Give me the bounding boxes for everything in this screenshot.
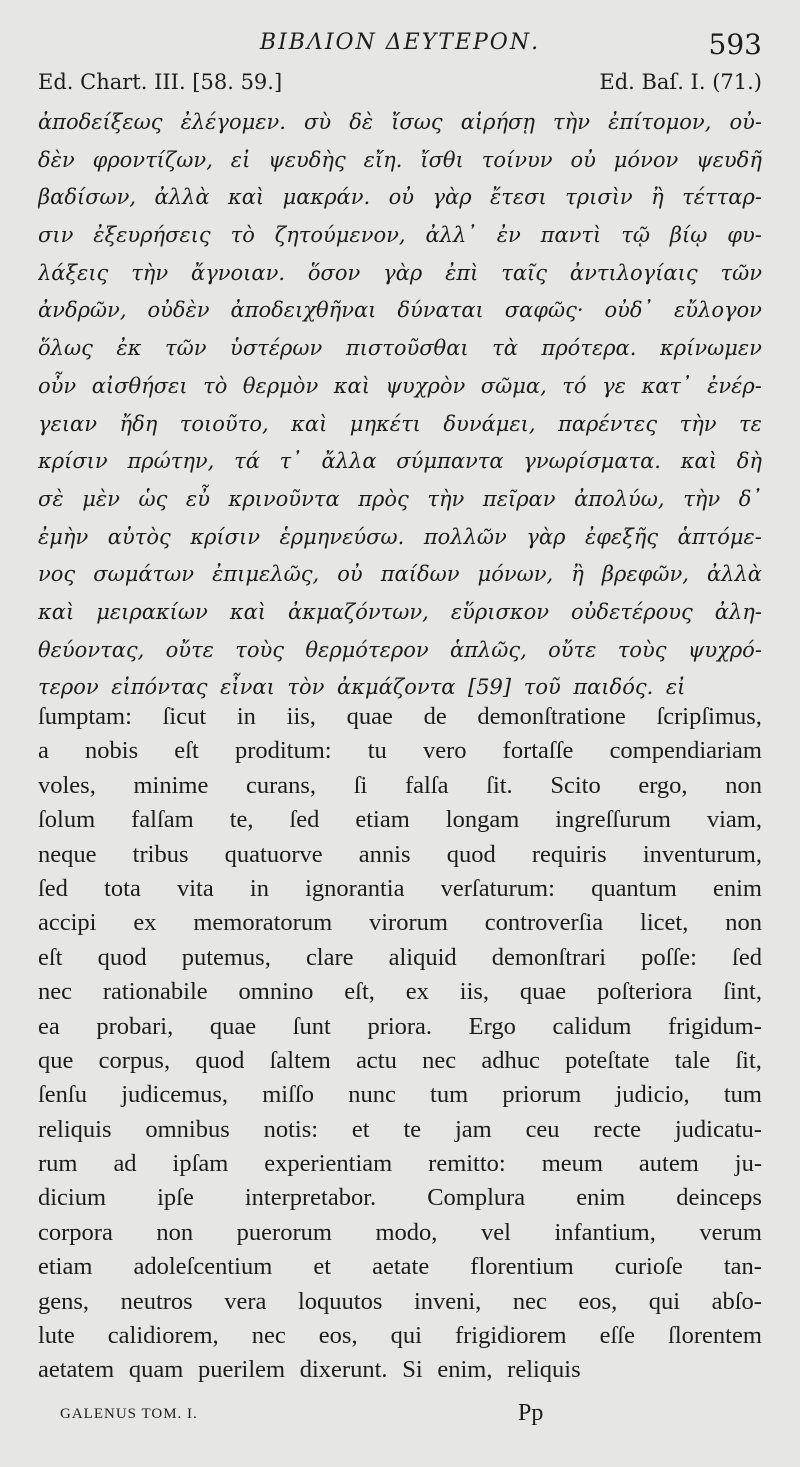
greek-text-line: καὶ μειρακίων καὶ ἀκμαζόντων, εὕρισκον οὐδετέρους ἀλη- (38, 599, 762, 624)
greek-text-block (38, 104, 762, 707)
latin-text-line: nec rationabile omnino eſt, ex iis, quae poſteriora ſint, (38, 978, 762, 1006)
greek-text-line: ἀποδείξεως ἐλέγομεν. σὺ δὲ ἴσως αἱρήσῃ τὴν ἐπίτομον, οὐ- (38, 110, 762, 134)
edition-reference-chartier: Ed. Chart. III. [58. 59.] (38, 70, 283, 94)
greek-text-line: ἀνδρῶν, οὐδὲν ἀποδειχθῆναι δύναται σαφῶς· οὐδ᾽ εὔλογον (38, 298, 762, 323)
latin-text-line: eſt quod putemus, clare aliquid demonſtrari poſſe: ſed (38, 943, 762, 971)
latin-text-line: gens, neutros vera loquutos inveni, nec eos, qui abſo- (38, 1287, 762, 1315)
greek-text-line: νος σωμάτων ἐπιμελῶς, οὐ παίδων μόνων, ἢ βρεφῶν, ἀλλὰ (38, 562, 762, 587)
latin-text-line: lute calidiorem, nec eos, qui frigidiorem eſſe ſlorentem (38, 1322, 762, 1350)
latin-text-line: aetatem quam puerilem dixerunt. Si enim, reliquis (38, 1356, 581, 1384)
latin-text-line: rum ad ipſam experientiam remitto: meum autem ju- (38, 1150, 762, 1178)
greek-text-line: δὲν φροντίζων, εἰ ψευδὴς εἴη. ἴσθι τοίνυν οὐ μόνον ψευδῆ (38, 147, 762, 172)
page-footer (60, 1400, 762, 1440)
running-title: ΒΙΒΛΙΟΝ ΔΕΥΤΕΡΟΝ. (259, 30, 541, 55)
latin-text-line: voles, minime curans, ſi falſa ſit. Scito ergo, non (38, 771, 762, 799)
greek-text-line: θεύοντας, οὔτε τοὺς θερμότερον ἁπλῶς, οὔτε τοὺς ψυχρό- (38, 637, 762, 662)
page-number: 593 (708, 28, 762, 61)
greek-text-line: βαδίσων, ἀλλὰ καὶ μακράν. οὐ γὰρ ἔτεσι τρισὶν ἢ τέτταρ- (38, 185, 762, 210)
latin-text-line: ſolum falſam te, ſed etiam longam ingreſſurum viam, (38, 806, 762, 834)
greek-text-line: σιν ἐξευρήσεις τὸ ζητούμενον, ἀλλ᾽ ἐν παντὶ τῷ βίῳ φυ- (38, 223, 762, 248)
latin-text-line: ſed tota vita in ignorantia verſaturum: quantum enim (38, 874, 762, 902)
latin-text-line: reliquis omnibus notis: et te jam ceu recte judicatu- (38, 1115, 762, 1143)
latin-text-line: a nobis eſt proditum: tu vero fortaſſe compendiariam (38, 737, 762, 765)
latin-text-line: dicium ipſe interpretabor. Complura enim deinceps (38, 1184, 762, 1212)
printer-signature: GALENUS TOM. I. (60, 1406, 198, 1422)
greek-text-line: οὖν αἰσθήσει τὸ θερμὸν καὶ ψυχρὸν σῶμα, τό γε κατ᾽ ἐνέρ- (38, 373, 762, 398)
latin-text-line: etiam adoleſcentium et aetate florentium curioſe tan- (38, 1253, 762, 1281)
latin-text-block (38, 700, 762, 1388)
latin-text-line: corpora non puerorum modo, vel infantium, verum (38, 1218, 762, 1246)
edition-reference-basel: Ed. Baſ. I. (71.) (599, 70, 762, 94)
latin-text-line: accipi ex memoratorum virorum controverſia licet, non (38, 909, 762, 937)
greek-text-line: ὅλως ἐκ τῶν ὑστέρων πιστοῦσθαι τὰ πρότερα. κρίνωμεν (38, 336, 762, 361)
signature-mark: Pp (518, 1400, 544, 1426)
latin-text-line: ſenſu judicemus, miſſo nunc tum priorum judicio, tum (38, 1081, 762, 1109)
greek-text-line: λάξεις τὴν ἄγνοιαν. ὅσον γὰρ ἐπὶ ταῖς ἀντιλογίαις τῶν (38, 260, 762, 285)
latin-text-line: neque tribus quatuorve annis quod requiris inventurum, (38, 840, 762, 868)
latin-text-line: ſumptam: ſicut in iis, quae de demonſtratione ſcripſimus, (38, 703, 762, 730)
latin-text-line: que corpus, quod ſaltem actu nec adhuc poteſtate tale ſit, (38, 1046, 762, 1074)
greek-text-line: σὲ μὲν ὡς εὖ κρινοῦντα πρὸς τὴν πεῖραν ἀπολύω, τὴν δ᾽ (38, 486, 762, 511)
greek-text-line: ἐμὴν αὐτὸς κρίσιν ἑρμηνεύσω. πολλῶν γὰρ ἐφεξῆς ἁπτόμε- (38, 524, 762, 549)
greek-text-line: κρίσιν πρώτην, τά τ᾽ ἄλλα σύμπαντα γνωρίσματα. καὶ δὴ (38, 449, 762, 474)
latin-text-line: ea probari, quae ſunt priora. Ergo calidum frigidum- (38, 1012, 762, 1040)
running-head (38, 28, 762, 62)
greek-text-line: τερον εἰπόντας εἶναι τὸν ἀκμάζοντα [59] τοῦ παιδός. εἰ (38, 675, 686, 700)
edition-reference-line (38, 70, 762, 100)
greek-text-line: γειαν ἤδη τοιοῦτο, καὶ μηκέτι δυνάμει, παρέντες τὴν τε (38, 411, 762, 436)
